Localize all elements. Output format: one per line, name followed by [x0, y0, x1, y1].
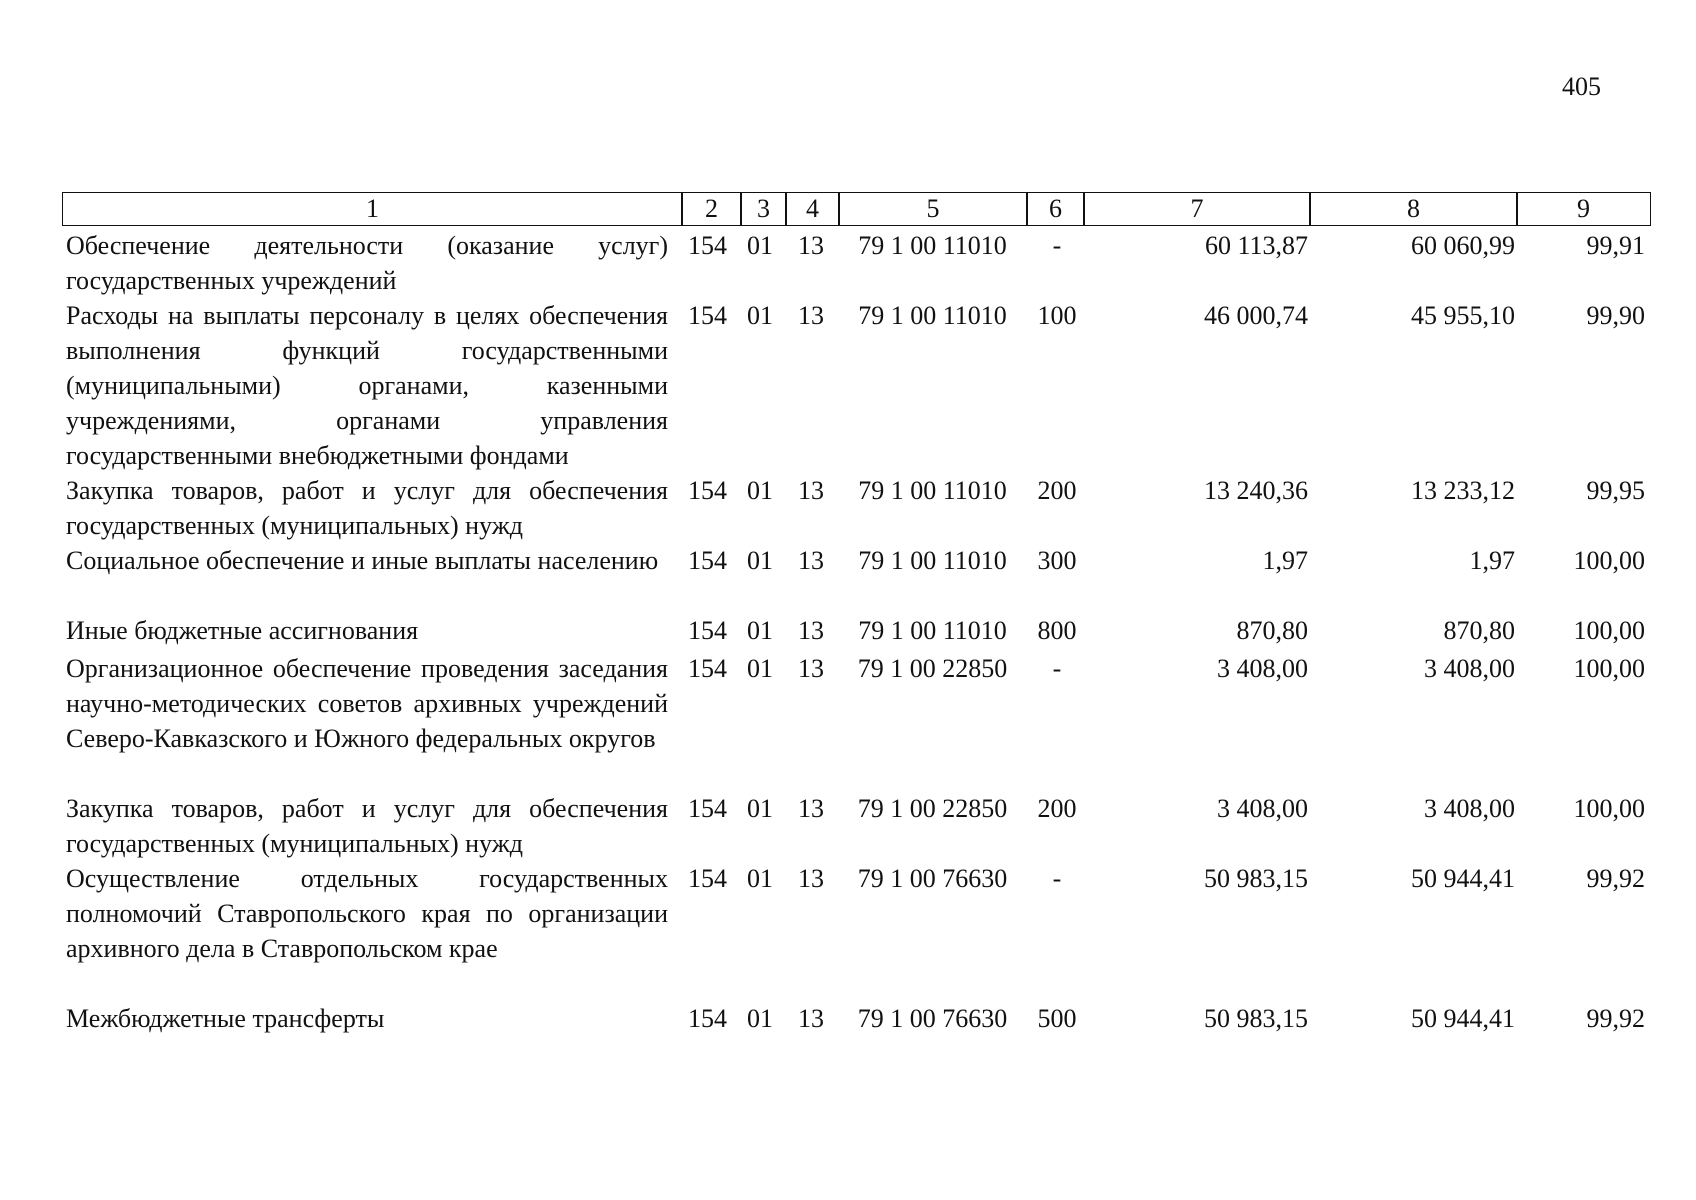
row-col-2: 154 [688, 794, 727, 823]
row-col-2: 154 [688, 654, 727, 683]
header-col-6: 6 [1026, 192, 1085, 226]
row-col-9: 99,92 [1586, 864, 1645, 893]
row-col-6: 800 [1037, 616, 1077, 645]
row-col-4: 13 [798, 301, 824, 330]
row-col-6: 100 [1037, 301, 1077, 330]
row-col-3: 01 [747, 476, 773, 505]
row-col-2: 154 [688, 476, 727, 505]
row-description: Закупка товаров, работ и услуг для обеспечения государственных (муниципальных) нужд [66, 476, 668, 540]
header-col-5: 5 [838, 192, 1028, 226]
row-description: Расходы на выплаты персоналу в целях обеспечения выполнения функций государственными (муниципальными) органами, казенными учреждениями, органами управления государственными внебюджетными фондами [66, 301, 668, 470]
header-col-9: 9 [1516, 192, 1651, 226]
row-description: Обеспечение деятельности (оказание услуг) государственных учреждений [66, 231, 668, 295]
row-col-9: 99,92 [1586, 1004, 1645, 1033]
row-col-3: 01 [747, 794, 773, 823]
row-col-7: 3 408,00 [1217, 794, 1308, 823]
row-col-4: 13 [798, 864, 824, 893]
row-col-2: 154 [688, 231, 727, 260]
row-col-3: 01 [747, 654, 773, 683]
row-col-8: 3 408,00 [1424, 654, 1515, 683]
row-col-5: 79 1 00 76630 [857, 864, 1008, 893]
row-col-5: 79 1 00 76630 [857, 1004, 1008, 1033]
row-description: Иные бюджетные ассигнования [66, 616, 419, 645]
header-col-4: 4 [785, 192, 840, 226]
row-col-2: 154 [688, 864, 727, 893]
row-col-7: 60 113,87 [1204, 231, 1308, 260]
row-col-6: - [1052, 231, 1062, 260]
row-col-5: 79 1 00 11010 [858, 301, 1007, 330]
row-col-2: 154 [688, 301, 727, 330]
row-col-7: 50 983,15 [1204, 864, 1308, 893]
row-col-7: 50 983,15 [1204, 1004, 1308, 1033]
row-col-4: 13 [798, 616, 824, 645]
row-col-8: 50 944,41 [1411, 864, 1515, 893]
row-col-7: 13 240,36 [1204, 476, 1308, 505]
row-col-4: 13 [798, 1004, 824, 1033]
header-col-3: 3 [740, 192, 787, 226]
row-col-4: 13 [798, 476, 824, 505]
row-col-7: 1,97 [1262, 546, 1308, 575]
row-col-3: 01 [747, 1004, 773, 1033]
row-col-5: 79 1 00 22850 [857, 654, 1008, 683]
row-col-6: - [1052, 864, 1062, 893]
row-col-8: 60 060,99 [1411, 231, 1515, 260]
header-col-7: 7 [1083, 192, 1311, 226]
table-header [62, 192, 1651, 226]
row-col-3: 01 [747, 301, 773, 330]
row-col-9: 100,00 [1573, 654, 1645, 683]
row-col-8: 3 408,00 [1424, 794, 1515, 823]
row-col-4: 13 [798, 231, 824, 260]
row-col-8: 45 955,10 [1411, 301, 1515, 330]
page-number: 405 [1562, 72, 1601, 101]
row-col-4: 13 [798, 546, 824, 575]
row-col-4: 13 [798, 794, 824, 823]
row-col-8: 870,80 [1443, 616, 1515, 645]
header-col-8: 8 [1309, 192, 1518, 226]
row-col-3: 01 [747, 864, 773, 893]
row-description: Социальное обеспечение и иные выплаты населению [66, 546, 659, 575]
row-col-4: 13 [798, 654, 824, 683]
row-col-5: 79 1 00 11010 [858, 476, 1007, 505]
row-col-9: 100,00 [1573, 794, 1645, 823]
row-col-6: 200 [1037, 476, 1077, 505]
row-col-5: 79 1 00 22850 [857, 794, 1008, 823]
row-col-7: 870,80 [1236, 616, 1308, 645]
row-col-9: 100,00 [1573, 616, 1645, 645]
row-col-7: 3 408,00 [1217, 654, 1308, 683]
row-description: Организационное обеспечение проведения заседания научно-методических советов архивных учреждений Северо-Кавказского и Южного федеральных округов [66, 654, 668, 753]
row-col-6: 300 [1037, 546, 1077, 575]
row-col-3: 01 [747, 616, 773, 645]
row-col-9: 99,95 [1586, 476, 1645, 505]
row-col-5: 79 1 00 11010 [858, 231, 1007, 260]
row-col-8: 13 233,12 [1411, 476, 1515, 505]
row-col-8: 50 944,41 [1411, 1004, 1515, 1033]
row-description: Закупка товаров, работ и услуг для обеспечения государственных (муниципальных) нужд [66, 794, 668, 858]
row-col-6: - [1052, 654, 1062, 683]
header-col-2: 2 [681, 192, 742, 226]
row-col-6: 500 [1037, 1004, 1077, 1033]
row-description: Межбюджетные трансферты [66, 1004, 385, 1033]
row-col-2: 154 [688, 546, 727, 575]
row-col-8: 1,97 [1469, 546, 1515, 575]
row-col-3: 01 [747, 546, 773, 575]
row-description: Осуществление отдельных государственных полномочий Ставропольского края по организации архивного дела в Ставропольском крае [66, 864, 668, 963]
row-col-7: 46 000,74 [1204, 301, 1308, 330]
row-col-2: 154 [688, 1004, 727, 1033]
row-col-9: 99,90 [1586, 301, 1645, 330]
row-col-6: 200 [1037, 794, 1077, 823]
row-col-3: 01 [747, 231, 773, 260]
row-col-9: 100,00 [1573, 546, 1645, 575]
header-col-1: 1 [62, 192, 683, 226]
row-col-5: 79 1 00 11010 [858, 546, 1007, 575]
row-col-5: 79 1 00 11010 [858, 616, 1007, 645]
row-col-9: 99,91 [1586, 231, 1645, 260]
row-col-2: 154 [688, 616, 727, 645]
